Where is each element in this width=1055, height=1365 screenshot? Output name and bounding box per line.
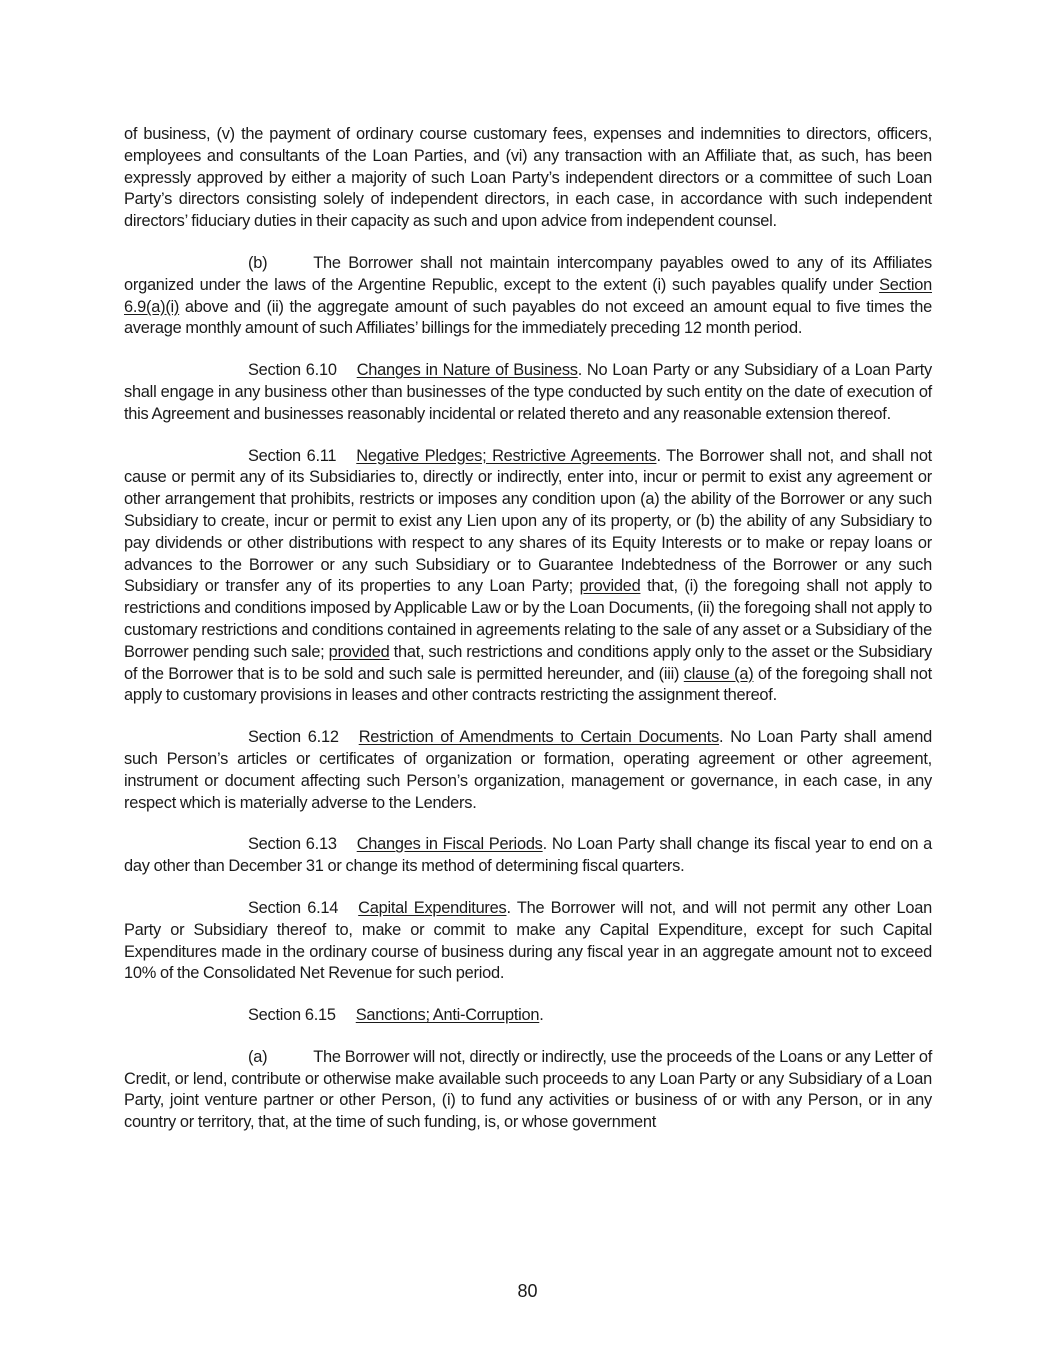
section-6-13 [124, 834, 932, 878]
paragraph-6-9-b [124, 253, 932, 340]
provided-term: provided [328, 642, 390, 661]
section-body: . [539, 1006, 544, 1025]
section-body: . No Loan Party shall amend such Person’s articles or certificates of organization or formation, operating agreement or other agreement, instrument or document affecting such Person’s organization, management or governance, in each case, in any respect which is materially adverse to the Lenders. [124, 728, 932, 812]
section-body: . The Borrower will not, and will not permit any other Loan Party or Subsidiary thereof to, make or commit to make any Capital Expenditure, except for such Capital Expenditures made in the ordinary course of business during any fiscal year in an aggregate amount not to exceed 10% of the Consolidated Net Revenue for such period. [124, 898, 932, 983]
section-body: . No Loan Party or any Subsidiary of a Loan Party shall engage in any business other than businesses of the type conducted by such entity on the date of execution of this Agreement and businesses reasonably incidental or related thereto and any reasonable extension thereof. [124, 361, 933, 423]
section-body: . The Borrower shall not, and shall not cause or permit any of its Subsidiaries to, directly or indirectly, enter into, incur or permit to exist any agreement or other arrangement that prohibits, restricts or imposes any condition upon (a) the ability of the Borrower or any such Subsidiary to create, incur or permit to exist any Lien upon any of its property, or (b) the ability of any Subsidiary to pay dividends or other distributions with respect to any shares of its Equity Interests or to make or repay loans or advances to the Borrower or any such Subsidiary or to Guarantee Indebtedness of the Borrower or any such Subsidiary or transfer any of its properties to any Loan Party; [124, 446, 932, 596]
section-6-15 [124, 1005, 932, 1027]
section-title: Restriction of Amendments to Certain Documents [358, 728, 720, 747]
section-number: Section 6.10 [248, 361, 337, 380]
paragraph-text: above and (ii) the aggregate amount of such payables do not exceed an amount equal to five times the average monthly amount of such Affiliates’ billings for the immediately preceding 12 month period. [124, 297, 932, 338]
paragraph-text: of business, (v) the payment of ordinary course customary fees, expenses and indemnities to directors, officers, employees and consultants of the Loan Parties, and (vi) any transaction with an Affiliate that, as such, has been expressly approved by either a majority of such Loan Party’s independent directors or a committee of such Loan Party’s directors consisting solely of independent directors, in each case, in accordance with such independent directors’ fiduciary duties in their capacity as such and upon advice from independent counsel. [124, 125, 932, 231]
paragraph-text: The Borrower shall not maintain intercompany payables owed to any of its Affiliates organized under the laws of the Argentine Republic, except to the extent (i) such payables qualify under [124, 253, 932, 294]
subsection-label: (b) [248, 253, 268, 272]
clause-reference: clause (a) [683, 664, 754, 683]
section-title: Sanctions; Anti-Corruption [355, 1006, 540, 1025]
section-number: Section 6.15 [248, 1006, 336, 1025]
section-number: Section 6.11 [248, 446, 337, 465]
provided-term: provided [579, 577, 641, 596]
section-number: Section 6.14 [248, 898, 339, 917]
section-body: that, such restrictions and conditions apply only to the asset or the Subsidiary of the Borrower that is to be sold and such sale is permitted hereunder, and (iii) [124, 642, 933, 683]
section-body: that, (i) the foregoing shall not apply to restrictions and conditions imposed by Applicable Law or by the Loan Documents, (ii) the foregoing shall not apply to customary restrictions and conditions contained in agreements relating to the sale of any asset or a Subsidiary of the Borrower pending such sale; [124, 577, 932, 661]
section-6-10 [124, 360, 932, 425]
subsection-label: (a) [248, 1047, 268, 1066]
section-body: of the foregoing shall not apply to customary provisions in leases and other contracts restricting the assignment thereof. [124, 664, 932, 705]
section-number: Section 6.13 [248, 835, 337, 854]
document-page [124, 124, 932, 1154]
section-6-11 [124, 446, 932, 708]
section-6-15-a [124, 1047, 932, 1134]
section-title: Changes in Fiscal Periods [356, 835, 543, 854]
section-title: Changes in Nature of Business [356, 361, 578, 380]
paragraph-text: The Borrower will not, directly or indirectly, use the proceeds of the Loans or any Letter of Credit, or lend, contribute or otherwise make available such proceeds to any Loan Party or any Subsidiary of a Loan Party, joint venture partner or other Person, (i) to fund any activities or business of or with any Person, or in any country or territory, that, at the time of such funding, is, or whose government [124, 1047, 932, 1132]
section-number: Section 6.12 [248, 728, 339, 747]
section-6-14 [124, 898, 932, 985]
section-6-12 [124, 727, 932, 814]
page-number: 80 [517, 1281, 538, 1301]
section-reference: Section 6.9(a)(i) [124, 275, 932, 316]
section-title: Negative Pledges; Restrictive Agreements [356, 446, 657, 465]
paragraph-continuation [124, 124, 932, 233]
section-title: Capital Expenditures [358, 898, 507, 917]
section-body: . No Loan Party shall change its fiscal year to end on a day other than December 31 or change its method of determining fiscal quarters. [124, 835, 932, 876]
